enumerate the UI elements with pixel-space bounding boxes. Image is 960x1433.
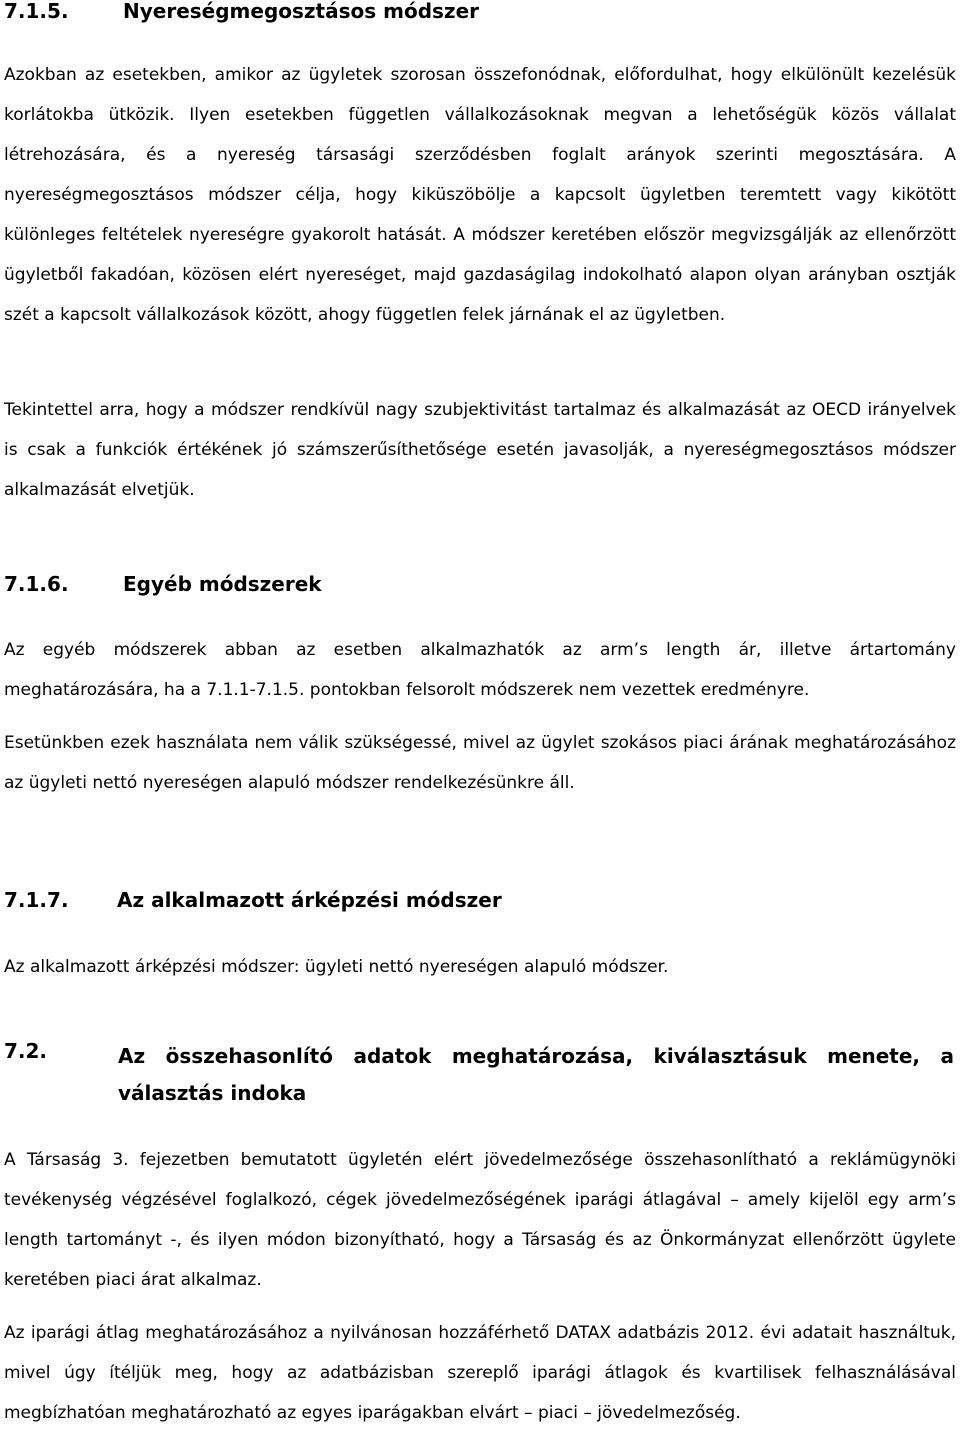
paragraph: Az egyéb módszerek abban az esetben alkalmazhatók az arm’s length ár, illetve ártartomány meghatározására, ha a 7.1.1-7.1.5. pontokban felsorolt módszerek nem vezettek eredményre. [4, 640, 956, 700]
section-heading-7-2 [4, 1038, 954, 1105]
section-title: Egyéb módszerek [123, 572, 322, 596]
section-heading-7-1-5 [4, 0, 479, 24]
section-title: Az összehasonlító adatok meghatározása, kiválasztásuk menete, a választás indoka [118, 1044, 954, 1105]
paragraph: Az alkalmazott árképzési módszer: ügyleti nettó nyereségen alapuló módszer. [4, 957, 669, 977]
paragraph: Esetünkben ezek használata nem válik szükségessé, mivel az ügylet szokásos piaci árának meghatározásához az ügyleti nettó nyereségen alapuló módszer rendelkezésünkre áll. [4, 733, 956, 793]
section-title: Az alkalmazott árképzési módszer [117, 888, 502, 912]
section-number: 7.1.7. [4, 888, 69, 912]
section-heading-7-1-6 [4, 571, 322, 597]
paragraph: Tekintettel arra, hogy a módszer rendkívül nagy szubjektivitást tartalmaz és alkalmazását az OECD irányelvek is csak a funkciók értékének jó számszerűsíthetősége esetén javasolják, a nyereségmegosztásos módszer alkalmazását elvetjük. [4, 400, 956, 500]
paragraph: A Társaság 3. fejezetben bemutatott ügyletén elért jövedelmezősége összehasonlítható a reklámügynöki tevékenység végzésével foglalkozó, cégek jövedelmezőségének iparági átlagával – amely kijelöl egy arm’s length tartományt -, és ilyen módon bizonyítható, hogy a Társaság és az Önkormányzat ellenőrzött ügylete keretében piaci árat alkalmaz. [4, 1150, 956, 1290]
paragraph: Az iparági átlag meghatározásához a nyilvánosan hozzáférhető DATAX adatbázis 2012. évi adatait használtuk, mivel úgy ítéljük meg, hogy az adatbázisban szereplő iparági átlagok és kvartilisek felhasználásával megbízhatóan meghatározható az egyes iparágakban elvárt – piaci – jövedelmezőség. [4, 1323, 956, 1423]
section-number: 7.2. [4, 1039, 48, 1063]
paragraph: Azokban az esetekben, amikor az ügyletek szorosan összefonódnak, előfordulhat, hogy elkülönült kezelésük korlátokba ütközik. Ilyen esetekben független vállalkozásoknak megvan a lehetőségük közös vállalat létrehozására, és a nyereség társasági szerződésben foglalt arányok szerinti megosztására. A nyereségmegosztásos módszer célja, hogy kiküszöbölje a kapcsolt ügyletben teremtett vagy kikötött különleges feltételek nyereségre gyakorolt hatását. A módszer keretében először megvizsgálják az ellenőrzött ügyletből fakadóan, közösen elért nyereséget, majd gazdaságilag indokolható alapon olyan arányban osztják szét a kapcsolt vállalkozások között, ahogy független felek járnának el az ügyletben. [4, 65, 956, 325]
section-heading-7-1-7 [4, 887, 502, 913]
section-number: 7.1.5. [4, 0, 69, 23]
section-number: 7.1.6. [4, 572, 69, 596]
section-title: Nyereségmegosztásos módszer [123, 0, 479, 23]
